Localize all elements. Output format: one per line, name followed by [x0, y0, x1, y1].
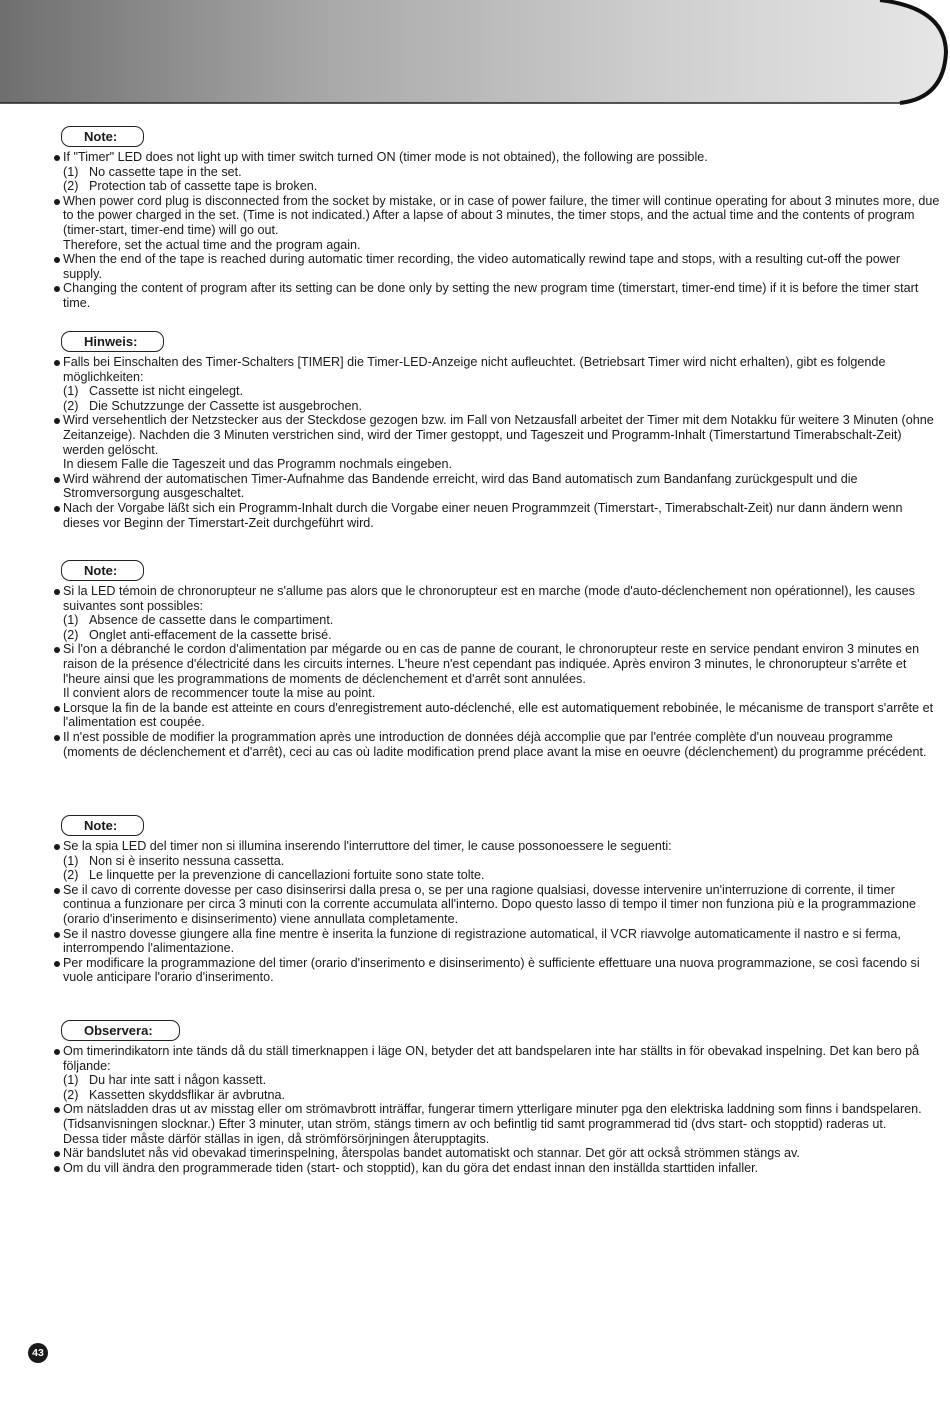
french-sub-2-number: (2): [63, 627, 79, 642]
note-label-swedish: Observera:: [61, 1020, 180, 1041]
english-bullet-4: Changing the content of program after its setting can be done only by setting the new program time (timerstart, timer-end time) if it is before the timer start time.: [52, 281, 940, 310]
french-sub-1: [52, 613, 940, 628]
english-sub-2-number: (2): [63, 179, 79, 194]
section-italian: [52, 815, 940, 985]
section-swedish: [52, 1020, 940, 1175]
swedish-bullet-1: Om timerindikatorn inte tänds då du ställ timerknappen i läge ON, betyder det att bandspelaren inte har ställts in för obevakad inspelning. Det kan bero på följande:: [52, 1044, 940, 1073]
page-number: 43: [28, 1343, 48, 1363]
german-bullet-3: Wird während der automatischen Timer-Aufnahme das Bandende erreicht, wird das Band automatisch zum Bandanfang zurückgespult und die Stromversorgung ausgeschaltet.: [52, 472, 940, 501]
swedish-sub-2: [52, 1088, 940, 1103]
french-bullet-4: Il n'est possible de modifier la programmation après une introduction de données déjà accomplie que par l'entrée complète d'un nouveau programme (moments de déclenchement et d'arrêt), ceci au cas où ladite modification prend place avant la mise en oeuvre (déclenchement) du programme précédent.: [52, 730, 940, 759]
section-french: [52, 560, 940, 759]
french-sub-1-text: Absence de cassette dans le compartiment.: [89, 613, 334, 628]
english-sub-1-text: No cassette tape in the set.: [89, 164, 242, 179]
german-bullet-4: Nach der Vorgabe läßt sich ein Programm-Inhalt durch die Vorgabe einer neuen Programmzeit (Timerstart-, Timerabschalt-Zeit) nur dann ändern wenn dieses vor Beginn der Timerstart-Zeit durchgeführt wird.: [52, 501, 940, 530]
english-sub-2: [52, 179, 940, 194]
english-bullet-1: If "Timer" LED does not light up with timer switch turned ON (timer mode is not obtained), the following are possible.: [52, 150, 940, 165]
italian-bullet-4: Per modificare la programmazione del timer (orario d'inserimento e disinserimento) è sufficiente effettuare una nuova programmazione, se così facendo si vuole anticipare l'orario d'inserimento.: [52, 956, 940, 985]
french-sub-1-number: (1): [63, 613, 79, 628]
swedish-bullet-3: När bandslutet nås vid obevakad timerinspelning, återspolas bandet automatiskt och stannar. Det gör att också strömmen stängs av.: [52, 1146, 940, 1161]
french-sub-2: [52, 628, 940, 643]
italian-sub-2-text: Le linquette per la prevenzione di cancellazioni fortuite sono state tolte.: [89, 868, 485, 883]
swedish-sub-2-text: Kassetten skyddsflikar är avbrutna.: [89, 1087, 285, 1102]
italian-bullet-2: Se il cavo di corrente dovesse per caso disinserirsi dalla presa o, se per una ragione qualsiasi, dovesse intervenire un'interruzione di corrente, il timer continua a funzionare per circa 3 minuti con la corrente accumulata all'interno. Dopo questo lasso di tempo il timer non funziona più e la programmazione (orario d'inserimento e disinserimento) viene annullata completamente.: [52, 883, 940, 927]
note-label-italian: Note:: [61, 815, 144, 836]
italian-bullet-3: Se il nastro dovesse giungere alla fine mentre è inserita la funzione di registrazione automatical, il VCR riavvolge automaticamente il nastro e si ferma, interrompendo l'alimentazione.: [52, 927, 940, 956]
italian-bullet-1: Se la spia LED del timer non si illumina inserendo l'interruttore del timer, le cause possonoessere le seguenti:: [52, 839, 940, 854]
german-sub-2-number: (2): [63, 398, 79, 413]
section-english: [52, 126, 940, 311]
italian-sub-2: [52, 868, 940, 883]
swedish-bullet-2: Om nätsladden dras ut av misstag eller om strömavbrott inträffar, fungerar timern ytterligare minuter pga den elektriska laddning som finns i bandspelaren. (Tidsanvisningen slocknar.) Efter 3 minuter, utan ström, stängs timern av och befintlig tid samt programmerad tid (dvs start- och stopptid) raderas ut.: [52, 1102, 940, 1131]
german-sub-2-text: Die Schutzzunge der Cassette ist ausgebrochen.: [89, 398, 363, 413]
note-label-english: Note:: [61, 126, 144, 147]
french-sub-2-text: Onglet anti-effacement de la cassette brisé.: [89, 627, 332, 642]
swedish-sub-1-number: (1): [63, 1073, 79, 1088]
english-sub-1: [52, 165, 940, 180]
french-bullet-3: Lorsque la fin de la bande est atteinte en cours d'enregistrement auto-déclenché, elle est automatiquement rebobinée, le mécanisme de transport s'arrête et l'alimentation est coupée.: [52, 701, 940, 730]
swedish-bullet-4: Om du vill ändra den programmerade tiden (start- och stopptid), kan du göra det endast innan den inställda starttiden infaller.: [52, 1161, 940, 1176]
section-german: [52, 331, 940, 530]
note-label-german: Hinweis:: [61, 331, 164, 352]
italian-sub-1-text: Non si è inserito nessuna cassetta.: [89, 853, 285, 868]
french-bullet-2-continuation: Il convient alors de recommencer toute la mise au point.: [63, 686, 376, 701]
german-bullet-1: Falls bei Einschalten des Timer-Schalters [TIMER] die Timer-LED-Anzeige nicht aufleuchtet. (Betriebsart Timer wird nicht erhalten), gibt es folgende möglichkeiten:: [52, 355, 940, 384]
swedish-sub-1: [52, 1073, 940, 1088]
english-bullet-2: When power cord plug is disconnected from the socket by mistake, or in case of power failure, the timer will continue operating for about 3 minutes more, due to the power charged in the set. (Time is not indicated.) After a lapse of about 3 minutes, the timer stops, and the actual time and the contents of program (timer-start, timer-end time) will go out.: [52, 194, 940, 238]
note-label-french: Note:: [61, 560, 144, 581]
german-bullet-2-continuation: In diesem Falle die Tageszeit und das Programm nochmals eingeben.: [63, 457, 452, 472]
italian-sub-2-number: (2): [63, 868, 79, 883]
swedish-sub-1-text: Du har inte satt i någon kassett.: [89, 1073, 267, 1088]
german-sub-1-number: (1): [63, 384, 79, 399]
french-bullet-2: Si l'on a débranché le cordon d'alimentation par mégarde ou en cas de panne de courant, le chronorupteur reste en service pendant environ 3 minutes en raison de la présence d'électricité dans les circuits internes. L'heure n'est cependant pas indiquée. Après environ 3 minutes, le chronorupteur s'arrête et l'heure ainsi que les programmations de moments de déclenchement et d'arrêt sont annulées.: [52, 642, 940, 686]
swedish-sub-2-number: (2): [63, 1087, 79, 1102]
german-sub-1-text: Cassette ist nicht eingelegt.: [89, 384, 244, 399]
italian-sub-1: [52, 854, 940, 869]
italian-sub-1-number: (1): [63, 853, 79, 868]
french-bullet-1: Si la LED témoin de chronorupteur ne s'allume pas alors que le chronorupteur est en marche (mode d'auto-déclenchement non opérationnel), les causes suivantes sont possibles:: [52, 584, 940, 613]
english-bullet-3: When the end of the tape is reached during automatic timer recording, the video automatically rewind tape and stops, with a resulting cut-off the power supply.: [52, 252, 940, 281]
german-sub-2: [52, 399, 940, 414]
english-bullet-2-continuation: Therefore, set the actual time and the program again.: [63, 237, 361, 252]
swedish-bullet-2-continuation: Dessa tider måste därför ställas in igen, då strömförsörjningen återupptagits.: [63, 1131, 490, 1146]
header-band: [0, 0, 950, 110]
english-sub-2-text: Protection tab of cassette tape is broken.: [89, 179, 318, 194]
english-sub-1-number: (1): [63, 164, 79, 179]
german-sub-1: [52, 384, 940, 399]
german-bullet-2: Wird versehentlich der Netzstecker aus der Steckdose gezogen bzw. im Fall von Netzausfall arbeitet der Timer mit dem Notakku für weitere 3 Minuten (ohne Zeitanzeige). Nachden die 3 Minuten verstrichen sind, wird der Timer gestoppt, und Tageszeit und Programm-Inhalt (Timerstartund Timerabschalt-Zeit) werden gelöscht.: [52, 413, 940, 457]
header-band-graphic: [0, 0, 950, 110]
